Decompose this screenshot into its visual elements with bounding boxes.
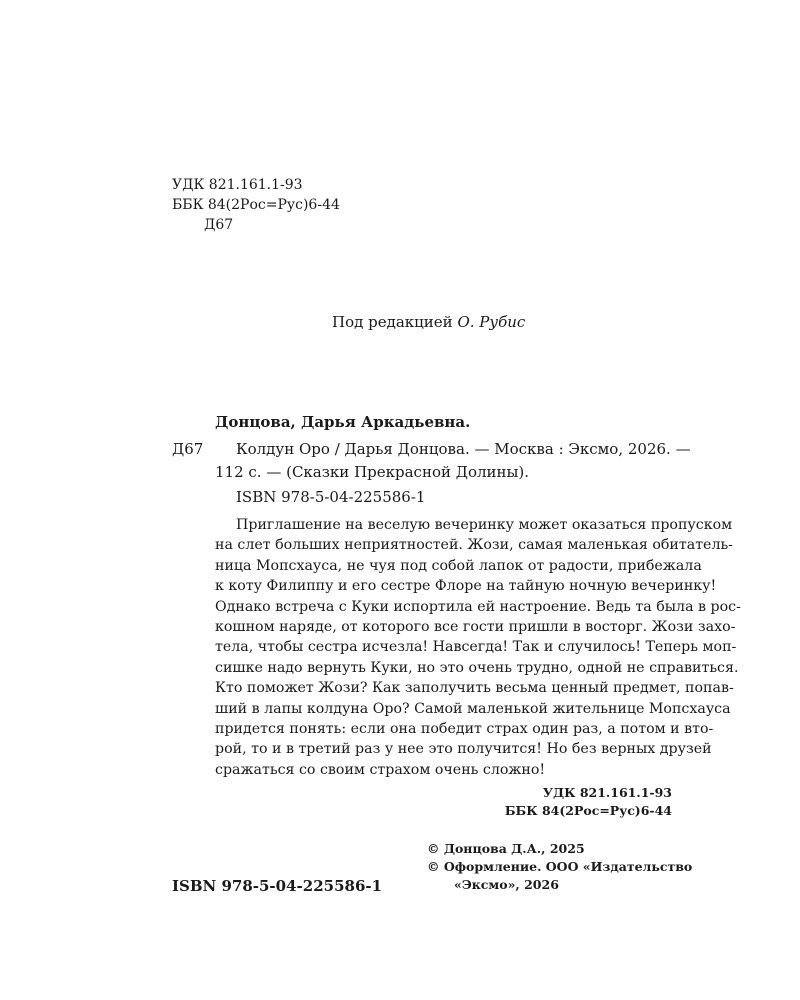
entry-line-1: Колдун Оро / Дарья Донцова. — Москва : Эксмо, 2026. —	[236, 440, 691, 458]
copyright-line: © Оформление. ООО «Издательство	[427, 859, 693, 874]
entry-line-2: 112 с. — (Сказки Прекрасной Долины).	[215, 463, 530, 481]
annotation-line: сишке надо вернуть Куки, но это очень трудно, одной не справиться.	[215, 659, 739, 676]
annotation-line: тела, чтобы сестра исчезла! Навсегда! Так и случилось! Теперь моп-	[215, 639, 737, 656]
footer-bbk: ББК 84(2Рос=Рус)6-44	[504, 803, 672, 818]
annotation-line: придется понять: если она победит страх один раз, а потом и вто-	[215, 721, 714, 738]
copyright-line: © Донцова Д.А., 2025	[427, 841, 585, 856]
annotation-line: Однако встреча с Куки испортила ей настроение. Ведь та была в рос-	[215, 598, 741, 615]
editor-line	[332, 312, 525, 332]
author-mark: Д67	[204, 217, 234, 233]
annotation-line: Кто поможет Жози? Как заполучить весьма ценный предмет, попав-	[215, 680, 734, 697]
editor-name: О. Рубис	[457, 313, 526, 331]
annotation-line: Приглашение на веселую вечеринку может оказаться пропуском	[236, 517, 733, 533]
copyright-block	[427, 840, 692, 894]
annotation-line: к коту Филиппу и его сестре Флоре на тайную ночную вечеринку!	[215, 578, 717, 595]
editor-prefix: Под редакцией	[332, 313, 458, 331]
annotation-line: рой, то и в третий раз у нее это получится! Но без верных друзей	[215, 741, 712, 758]
annotation-line: ший в лапы колдуна Оро? Самой маленькой жительнице Мопсхауса	[215, 700, 731, 717]
annotation-line: на слет больших неприятностей. Жози, самая маленькая обитатель-	[215, 537, 733, 554]
udk-code: УДК 821.161.1-93	[172, 177, 303, 193]
annotation-line: ница Мопсхауса, не чуя под собой лапок от радости, прибежала	[215, 557, 702, 574]
entry-isbn: ISBN 978-5-04-225586-1	[236, 488, 426, 506]
footer-udk: УДК 821.161.1-93	[542, 785, 672, 800]
bbk-code: ББК 84(2Рос=Рус)6-44	[172, 197, 340, 213]
copyright-line: «Эксмо», 2026	[454, 877, 559, 892]
isbn-bottom: ISBN 978-5-04-225586-1	[172, 877, 383, 895]
author-heading: Донцова, Дарья Аркадьевна.	[215, 413, 471, 431]
annotation-line: кошном наряде, от которого все гости пришли в восторг. Жози захо-	[215, 619, 736, 636]
entry-mark: Д67	[172, 440, 204, 458]
annotation	[215, 515, 741, 780]
annotation-line: сражаться со своим страхом очень сложно!	[215, 761, 546, 778]
